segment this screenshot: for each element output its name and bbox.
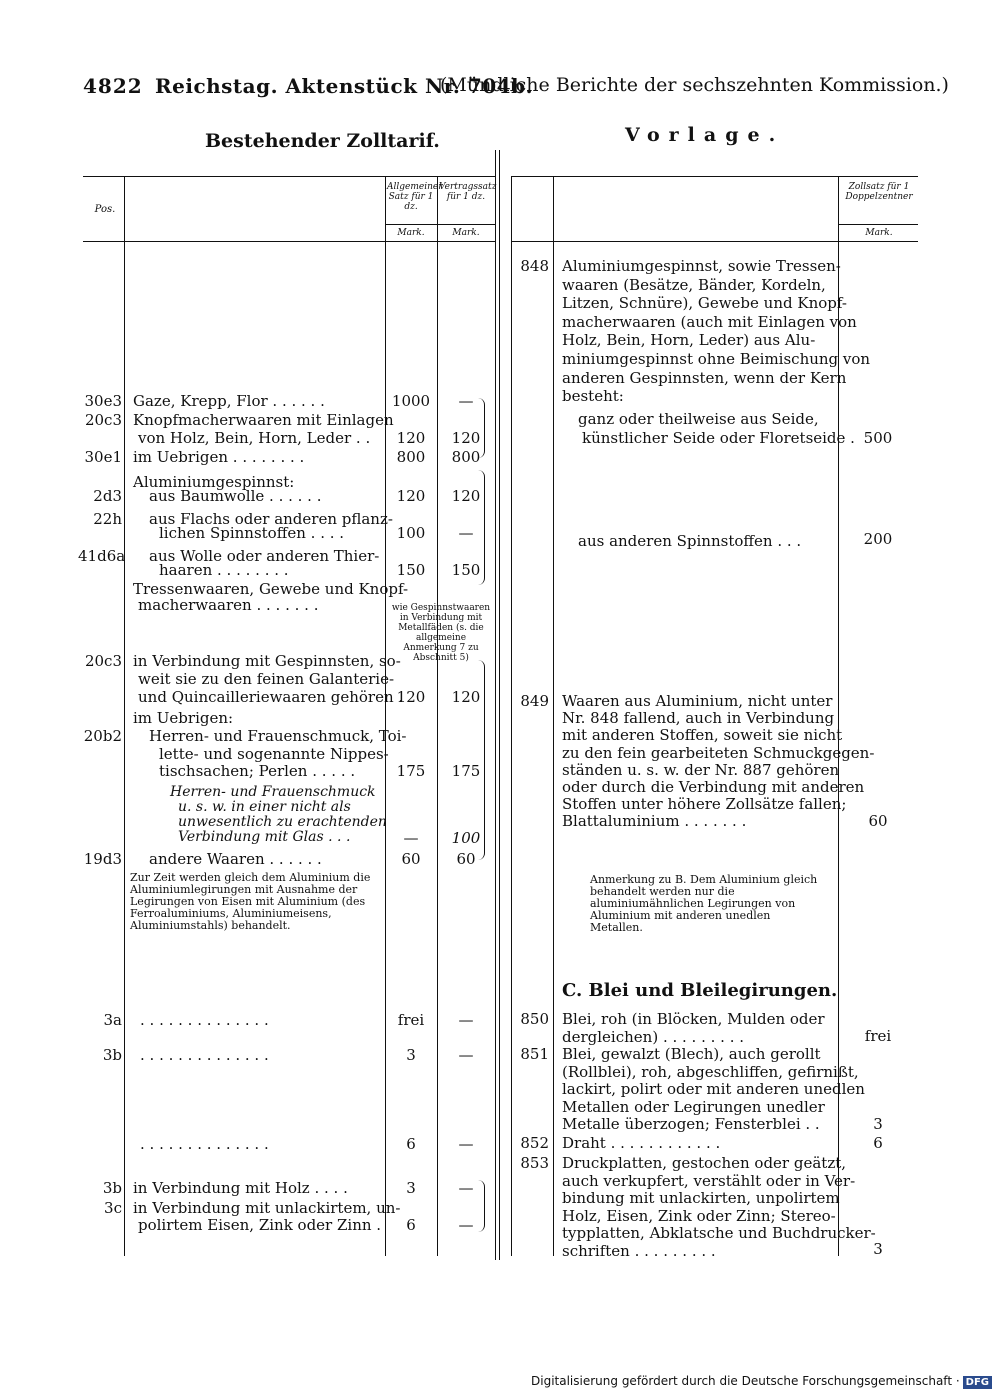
upper-row-general: 120 <box>396 429 426 447</box>
col-contract-unit: Mark. <box>452 228 480 238</box>
document-title: Reichstag. Aktenstück Nr. 704b. <box>155 74 534 98</box>
entry-line: dergleichen) . . . . . . . . . <box>562 1028 744 1046</box>
entry-line: oder durch die Verbindung mit anderen <box>562 778 865 796</box>
left-general-divider <box>385 176 386 1256</box>
upper-row-text: aus Flachs oder anderen pflanz- <box>149 510 393 528</box>
entry-number: 849 <box>520 692 549 710</box>
second-row-pos: 20b2 <box>83 727 122 745</box>
right-header-rule <box>511 241 918 242</box>
entry-number: 851 <box>520 1045 549 1063</box>
right-unit-rule <box>838 224 918 225</box>
upper-row-contract: — <box>458 524 474 542</box>
entry-line: Draht . . . . . . . . . . . . <box>562 1134 721 1152</box>
left-contract-divider <box>437 176 438 1256</box>
upper-row-general: 1000 <box>391 392 431 410</box>
entry-line: mit anderen Stoffen, soweit sie nicht <box>562 726 843 745</box>
entry-line: ständen u. s. w. der Nr. 887 gehören <box>562 760 840 779</box>
upper-row-general: 800 <box>396 448 426 466</box>
italic-line: Verbindung mit Glas . . . <box>178 829 351 845</box>
left-header-rule <box>83 241 495 242</box>
brace-3 <box>478 660 485 860</box>
entry-rate: frei <box>864 1027 892 1045</box>
other-text: andere Waaren . . . . . . <box>149 850 322 868</box>
left-top-rule <box>83 176 495 177</box>
lower-row-general: frei <box>397 1011 425 1029</box>
page-number: 4822 <box>83 74 143 98</box>
center-divider-b <box>499 150 500 1260</box>
entry-line: (Rollblei), roh, abgeschliffen, gefirnißt, <box>562 1062 859 1081</box>
second-row-contract: 175 <box>451 762 481 780</box>
upper-row-contract: 800 <box>451 448 481 466</box>
entry-number: 848 <box>520 257 549 275</box>
lower-row-text: in Verbindung mit Holz . . . . <box>133 1179 348 1197</box>
second-row-pos: 20c3 <box>84 652 122 670</box>
col-pos-header: Pos. <box>94 204 116 215</box>
upper-row-pos: 20c3 <box>84 411 122 429</box>
other-pos: 19d3 <box>83 850 122 868</box>
section-c-heading: C. Blei und Bleilegirungen. <box>562 980 838 1001</box>
second-row-text: weit sie zu den feinen Galanterie- <box>138 670 395 688</box>
entry848-sub2: aus anderen Spinnstoffen . . . <box>578 532 802 550</box>
left-pos-divider <box>124 176 125 1256</box>
lower-row-contract: — <box>458 1179 474 1197</box>
italic-line: Herren- und Frauenschmuck <box>170 784 376 800</box>
lower-row-contract: — <box>458 1135 474 1153</box>
entry848-sub1-line: ganz oder theilweise aus Seide, <box>578 410 819 428</box>
second-row-general: 175 <box>396 762 426 780</box>
entry-number: 853 <box>520 1154 549 1172</box>
italic-general-value: — <box>403 829 419 847</box>
upper-row-contract: 150 <box>451 561 481 579</box>
center-divider-a <box>495 150 496 1260</box>
upper-row-pos: 41d6a <box>78 547 126 565</box>
upper-row-pos: 30e3 <box>84 392 122 410</box>
entry-line: besteht: <box>562 387 624 406</box>
other-contract: 60 <box>456 850 476 868</box>
lower-row-pos: 3c <box>104 1199 122 1217</box>
entry-line: Holz, Bein, Horn, Leder) aus Alu- <box>562 331 816 350</box>
upper-row-text: Knopfmacherwaaren mit Einlagen <box>133 411 394 429</box>
entry-line: Waaren aus Aluminium, nicht unter <box>562 692 833 710</box>
lower-row-contract: — <box>458 1011 474 1029</box>
lower-row-general: 3 <box>406 1179 416 1197</box>
upper-row-text: von Holz, Bein, Horn, Leder . . <box>138 429 371 447</box>
lower-row-text: in Verbindung mit unlackirtem, un- <box>133 1199 401 1217</box>
entry-line: Holz, Eisen, Zink oder Zinn; Stereo- <box>562 1206 836 1225</box>
lower-row-text: . . . . . . . . . . . . . . <box>140 1011 269 1029</box>
entry-rate: 6 <box>873 1134 883 1152</box>
upper-row-text: haaren . . . . . . . . <box>159 561 289 579</box>
second-row-text: in Verbindung mit Gespinnsten, so- <box>133 652 401 670</box>
right-top-rule <box>511 176 918 177</box>
upper-row-text: aus Baumwolle . . . . . . <box>149 487 322 505</box>
upper-row-general: 120 <box>396 487 426 505</box>
entry-line: Blattaluminium . . . . . . . <box>562 812 747 831</box>
footer-text: Digitalisierung gefördert durch die Deutsche Forschungsgemeinschaft · <box>531 1374 960 1388</box>
entry-line: Aluminiumgespinnst, sowie Tressen- <box>562 257 841 275</box>
left-heading: Bestehender Zolltarif. <box>205 130 440 152</box>
col-general-unit: Mark. <box>397 228 425 238</box>
lower-row-general: 6 <box>406 1216 416 1234</box>
second-row-contract: 120 <box>451 688 481 706</box>
upper-row-text: lichen Spinnstoffen . . . . <box>159 524 345 542</box>
lower-row-pos: 3b <box>102 1046 122 1064</box>
right-heading: Vorlage. <box>625 124 785 146</box>
upper-row-text: Gaze, Krepp, Flor . . . . . . <box>133 392 325 410</box>
upper-row-contract: 120 <box>451 487 481 505</box>
lower-row-contract: — <box>458 1216 474 1234</box>
dfg-logo: DFG <box>963 1376 992 1389</box>
second-row-text: Herren- und Frauenschmuck, Toi- <box>149 727 407 745</box>
right-start-divider <box>511 176 512 1256</box>
upper-row-pos: 30e1 <box>84 448 122 466</box>
entry-line: anderen Gespinnsten, wenn der Kern <box>562 368 847 387</box>
entry-rate: 60 <box>868 812 888 830</box>
entry-line: Metallen oder Legirungen unedler <box>562 1097 825 1116</box>
upper-row-pos: 2d3 <box>93 487 122 505</box>
entry-line: zu den fein gearbeiteten Schmuckgegen- <box>562 743 875 762</box>
upper-row-text: im Uebrigen . . . . . . . . <box>133 448 305 466</box>
entry-line: lackirt, polirt oder mit anderen unedlen <box>562 1080 865 1099</box>
digitization-footer <box>531 1374 992 1389</box>
entry-number: 850 <box>520 1010 549 1028</box>
lower-row-pos: 3a <box>103 1011 122 1029</box>
entry-line: waaren (Besätze, Bänder, Kordeln, <box>562 275 826 294</box>
italic-line: unwesentlich zu erachtenden <box>178 814 387 830</box>
entry-line: Nr. 848 fallend, auch in Verbindung <box>562 709 835 728</box>
lower-row-text: polirtem Eisen, Zink oder Zinn . <box>138 1216 382 1234</box>
running-head <box>0 74 1000 104</box>
lower-row-general: 3 <box>406 1046 416 1064</box>
col-rate-header: Zollsatz für 1 Doppelzentner <box>845 182 913 202</box>
upper-row-pos: 22h <box>93 510 122 528</box>
col-general-header: Allgemeiner Satz für 1 dz. <box>387 182 443 212</box>
other-general: 60 <box>401 850 421 868</box>
entry-line: Blei, gewalzt (Blech), auch gerollt <box>562 1045 821 1063</box>
entry-line: typplatten, Abklatsche und Buchdrucker- <box>562 1224 876 1243</box>
upper-row-contract: — <box>458 392 474 410</box>
col-contract-header: Vertragssatz für 1 dz. <box>439 182 497 202</box>
brace-2 <box>478 470 485 585</box>
entry848-sub2-rate: 200 <box>863 530 893 548</box>
second-row-text: und Quincailleriewaaren gehören . <box>138 688 404 706</box>
left-note: Zur Zeit werden gleich dem Aluminium die Aluminiumlegirungen mit Ausnahme der Legirungen von Eisen mit Aluminium (des Ferroaluminiums, Aluminiumeisens, Aluminiumstahls) behandelt. <box>130 871 371 932</box>
entry-rate: 3 <box>873 1115 883 1133</box>
second-row-text: tischsachen; Perlen . . . . . <box>159 762 356 780</box>
left-unit-rule <box>385 224 495 225</box>
entry848-sub1-rate: 500 <box>863 429 893 447</box>
right-note: Anmerkung zu B. Dem Aluminium gleich behandelt werden nur die aluminiumähnlichen Legirungen von Aluminium mit anderen unedlen Metallen. <box>590 873 818 934</box>
upper-row-text: aus Wolle oder anderen Thier- <box>149 547 380 565</box>
upper-row-contract: 120 <box>451 429 481 447</box>
entry-line: bindung mit unlackirten, unpolirtem <box>562 1189 840 1208</box>
upper-row-text: macherwaaren . . . . . . . <box>138 596 319 614</box>
upper-row-text: Tressenwaaren, Gewebe und Knopf- <box>133 580 409 598</box>
second-row-text: lette- und sogenannte Nippes- <box>159 745 389 763</box>
italic-contract-value: 100 <box>451 829 481 847</box>
lower-row-general: 6 <box>406 1135 416 1153</box>
entry-line: Druckplatten, gestochen oder geätzt, <box>562 1154 847 1172</box>
brace-4 <box>478 1180 485 1232</box>
lower-row-text: . . . . . . . . . . . . . . <box>140 1046 269 1064</box>
upper-row-general: 150 <box>396 561 426 579</box>
upper-row-general: 100 <box>396 524 426 542</box>
entry-line: schriften . . . . . . . . . <box>562 1242 716 1260</box>
entry-line: auch verkupfert, verstählt oder in Ver- <box>562 1171 856 1190</box>
entry-line: Stoffen unter höhere Zollsätze fallen; <box>562 795 847 814</box>
entry-line: Blei, roh (in Blöcken, Mulden oder <box>562 1010 825 1028</box>
entry-line: miniumgespinnst ohne Beimischung von <box>562 350 871 368</box>
entry-line: Litzen, Schnüre), Gewebe und Knopf- <box>562 294 847 313</box>
lower-row-contract: — <box>458 1046 474 1064</box>
document-subtitle: (Mündliche Berichte der sechszehnten Kommission.) <box>440 74 949 96</box>
entry-number: 852 <box>520 1134 549 1152</box>
entry848-sub1-line: künstlicher Seide oder Floretseide . <box>582 429 855 447</box>
entry-line: macherwaaren (auch mit Einlagen von <box>562 312 857 331</box>
second-row-text: im Uebrigen: <box>133 709 234 727</box>
entry-line: Metalle überzogen; Fensterblei . . <box>562 1115 820 1134</box>
upper-row-text: Aluminiumgespinnst: <box>133 473 295 491</box>
col-rate-unit: Mark. <box>865 228 893 238</box>
lower-row-text: . . . . . . . . . . . . . . <box>140 1135 269 1153</box>
lower-row-pos: 3b <box>102 1179 122 1197</box>
gespinnst-note: wie Gespinnstwaaren in Verbindung mit Metallfäden (s. die allgemeine Anmerkung 7 zu Abschnitt 5) <box>391 603 491 663</box>
italic-line: u. s. w. in einer nicht als <box>178 799 351 815</box>
second-row-general: 120 <box>396 688 426 706</box>
entry-rate: 3 <box>873 1240 883 1258</box>
right-num-divider <box>553 176 554 1256</box>
brace-1 <box>478 398 485 458</box>
